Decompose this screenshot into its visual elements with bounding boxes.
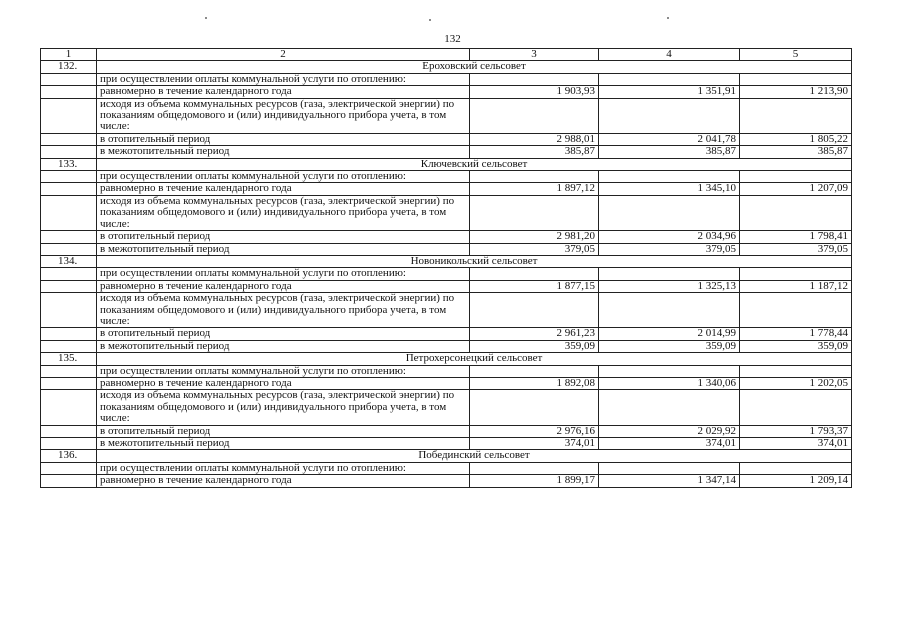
tariff-value-col3: 1 897,12 (470, 183, 599, 195)
row-description: в межотопительный период (97, 146, 470, 158)
tariff-value-col4: 1 345,10 (599, 183, 740, 195)
settlement-index: 133. (41, 158, 97, 170)
index-cell (41, 171, 97, 183)
tariff-value-col4: 359,09 (599, 340, 740, 352)
row-description: при осуществлении оплаты коммунальной услуги по отоплению: (97, 171, 470, 183)
tariff-value-col3: 1 903,93 (470, 86, 599, 98)
table-row (41, 293, 852, 328)
table-row (41, 268, 852, 280)
tariff-value-col3 (470, 462, 599, 474)
settlement-index: 136. (41, 450, 97, 462)
tariff-value-col5: 1 209,14 (740, 475, 852, 487)
row-description: в отопительный период (97, 425, 470, 437)
table-row (41, 390, 852, 425)
tariff-value-col3: 2 988,01 (470, 133, 599, 145)
index-cell (41, 377, 97, 389)
table-row (41, 171, 852, 183)
scan-speck (667, 17, 669, 19)
tariff-value-col4: 1 340,06 (599, 377, 740, 389)
row-description: в межотопительный период (97, 243, 470, 255)
tariff-value-col3: 374,01 (470, 438, 599, 450)
tariff-value-col4: 379,05 (599, 243, 740, 255)
index-cell (41, 438, 97, 450)
settlement-header-row (41, 61, 852, 73)
tariff-value-col3 (470, 98, 599, 133)
table-row (41, 365, 852, 377)
row-description: в межотопительный период (97, 340, 470, 352)
settlement-name: Побединский сельсовет (97, 450, 852, 462)
index-cell (41, 133, 97, 145)
tariff-value-col5: 1 798,41 (740, 231, 852, 243)
tariff-value-col4 (599, 390, 740, 425)
row-description: при осуществлении оплаты коммунальной услуги по отоплению: (97, 462, 470, 474)
table-row (41, 231, 852, 243)
index-cell (41, 73, 97, 85)
page-number: 132 (444, 33, 461, 45)
tariff-value-col5: 1 207,09 (740, 183, 852, 195)
index-cell (41, 231, 97, 243)
table-row (41, 146, 852, 158)
tariff-value-col5: 385,87 (740, 146, 852, 158)
settlement-name: Петрохерсонецкий сельсовет (97, 353, 852, 365)
tariff-value-col5: 359,09 (740, 340, 852, 352)
tariff-value-col4: 374,01 (599, 438, 740, 450)
tariff-value-col4: 2 041,78 (599, 133, 740, 145)
row-description: равномерно в течение календарного года (97, 475, 470, 487)
row-description: в межотопительный период (97, 438, 470, 450)
scan-speck (205, 17, 207, 19)
row-description: в отопительный период (97, 133, 470, 145)
tariff-value-col4 (599, 195, 740, 230)
tariff-value-col3: 359,09 (470, 340, 599, 352)
tariff-value-col4: 385,87 (599, 146, 740, 158)
index-cell (41, 365, 97, 377)
tariff-value-col4 (599, 171, 740, 183)
tariff-value-col5: 1 805,22 (740, 133, 852, 145)
index-cell (41, 293, 97, 328)
row-description: исходя из объема коммунальных ресурсов (газа, электрической энергии) по показаниям общедомового и (или) индивидуального прибора учета, в том числе: (97, 390, 470, 425)
tariff-table (40, 48, 852, 488)
tariff-value-col3: 385,87 (470, 146, 599, 158)
table-row (41, 377, 852, 389)
tariff-table-body (41, 49, 852, 488)
index-cell (41, 86, 97, 98)
column-number: 5 (740, 49, 852, 61)
settlement-index: 132. (41, 61, 97, 73)
row-description: исходя из объема коммунальных ресурсов (газа, электрической энергии) по показаниям общедомового и (или) индивидуального прибора учета, в том числе: (97, 293, 470, 328)
table-row (41, 243, 852, 255)
index-cell (41, 243, 97, 255)
scan-speck (429, 19, 431, 21)
index-cell (41, 462, 97, 474)
settlement-name: Новоникольский сельсовет (97, 255, 852, 267)
row-description: при осуществлении оплаты коммунальной услуги по отоплению: (97, 73, 470, 85)
row-description: при осуществлении оплаты коммунальной услуги по отоплению: (97, 268, 470, 280)
tariff-value-col5: 1 202,05 (740, 377, 852, 389)
table-row (41, 183, 852, 195)
tariff-value-col4 (599, 293, 740, 328)
tariff-value-col5 (740, 390, 852, 425)
column-number-row (41, 49, 852, 61)
tariff-value-col5 (740, 73, 852, 85)
index-cell (41, 183, 97, 195)
table-row (41, 328, 852, 340)
table-row (41, 475, 852, 487)
tariff-value-col3 (470, 195, 599, 230)
column-number: 1 (41, 49, 97, 61)
tariff-value-col4 (599, 268, 740, 280)
tariff-value-col4 (599, 462, 740, 474)
tariff-value-col5 (740, 98, 852, 133)
tariff-value-col4: 2 034,96 (599, 231, 740, 243)
tariff-value-col3: 379,05 (470, 243, 599, 255)
settlement-index: 135. (41, 353, 97, 365)
index-cell (41, 390, 97, 425)
row-description: при осуществлении оплаты коммунальной услуги по отоплению: (97, 365, 470, 377)
row-description: в отопительный период (97, 231, 470, 243)
index-cell (41, 146, 97, 158)
table-row (41, 98, 852, 133)
tariff-value-col3 (470, 171, 599, 183)
index-cell (41, 195, 97, 230)
column-number: 2 (97, 49, 470, 61)
table-row (41, 133, 852, 145)
tariff-value-col5: 1 187,12 (740, 280, 852, 292)
tariff-value-col5 (740, 462, 852, 474)
row-description: исходя из объема коммунальных ресурсов (газа, электрической энергии) по показаниям общедомового и (или) индивидуального прибора учета, в том числе: (97, 98, 470, 133)
table-row (41, 195, 852, 230)
tariff-value-col5 (740, 195, 852, 230)
tariff-value-col4: 1 351,91 (599, 86, 740, 98)
tariff-value-col3 (470, 268, 599, 280)
settlement-header-row (41, 450, 852, 462)
settlement-index: 134. (41, 255, 97, 267)
tariff-value-col3: 1 899,17 (470, 475, 599, 487)
index-cell (41, 280, 97, 292)
row-description: равномерно в течение календарного года (97, 86, 470, 98)
table-row (41, 73, 852, 85)
settlement-header-row (41, 158, 852, 170)
row-description: равномерно в течение календарного года (97, 377, 470, 389)
index-cell (41, 98, 97, 133)
tariff-value-col5 (740, 268, 852, 280)
tariff-value-col3: 1 892,08 (470, 377, 599, 389)
tariff-value-col3: 1 877,15 (470, 280, 599, 292)
settlement-header-row (41, 353, 852, 365)
tariff-value-col5 (740, 171, 852, 183)
tariff-value-col3: 2 961,23 (470, 328, 599, 340)
tariff-value-col4: 1 325,13 (599, 280, 740, 292)
tariff-value-col3: 2 976,16 (470, 425, 599, 437)
tariff-value-col4 (599, 365, 740, 377)
settlement-name: Ключевский сельсовет (97, 158, 852, 170)
tariff-value-col4: 2 014,99 (599, 328, 740, 340)
table-row (41, 86, 852, 98)
tariff-value-col4: 1 347,14 (599, 475, 740, 487)
tariff-value-col3 (470, 73, 599, 85)
tariff-value-col5 (740, 293, 852, 328)
index-cell (41, 268, 97, 280)
tariff-value-col3 (470, 293, 599, 328)
column-number: 4 (599, 49, 740, 61)
table-row (41, 438, 852, 450)
tariff-value-col3: 2 981,20 (470, 231, 599, 243)
tariff-value-col3 (470, 390, 599, 425)
tariff-value-col5: 379,05 (740, 243, 852, 255)
index-cell (41, 425, 97, 437)
settlement-header-row (41, 255, 852, 267)
tariff-value-col4 (599, 73, 740, 85)
index-cell (41, 328, 97, 340)
table-row (41, 425, 852, 437)
tariff-value-col5: 1 213,90 (740, 86, 852, 98)
tariff-value-col5 (740, 365, 852, 377)
row-description: равномерно в течение календарного года (97, 280, 470, 292)
table-row (41, 462, 852, 474)
tariff-value-col4 (599, 98, 740, 133)
table-row (41, 280, 852, 292)
tariff-value-col3 (470, 365, 599, 377)
row-description: равномерно в течение календарного года (97, 183, 470, 195)
row-description: исходя из объема коммунальных ресурсов (газа, электрической энергии) по показаниям общедомового и (или) индивидуального прибора учета, в том числе: (97, 195, 470, 230)
row-description: в отопительный период (97, 328, 470, 340)
index-cell (41, 475, 97, 487)
table-row (41, 340, 852, 352)
tariff-value-col5: 374,01 (740, 438, 852, 450)
tariff-value-col5: 1 778,44 (740, 328, 852, 340)
tariff-value-col5: 1 793,37 (740, 425, 852, 437)
settlement-name: Ероховский сельсовет (97, 61, 852, 73)
index-cell (41, 340, 97, 352)
column-number: 3 (470, 49, 599, 61)
tariff-value-col4: 2 029,92 (599, 425, 740, 437)
